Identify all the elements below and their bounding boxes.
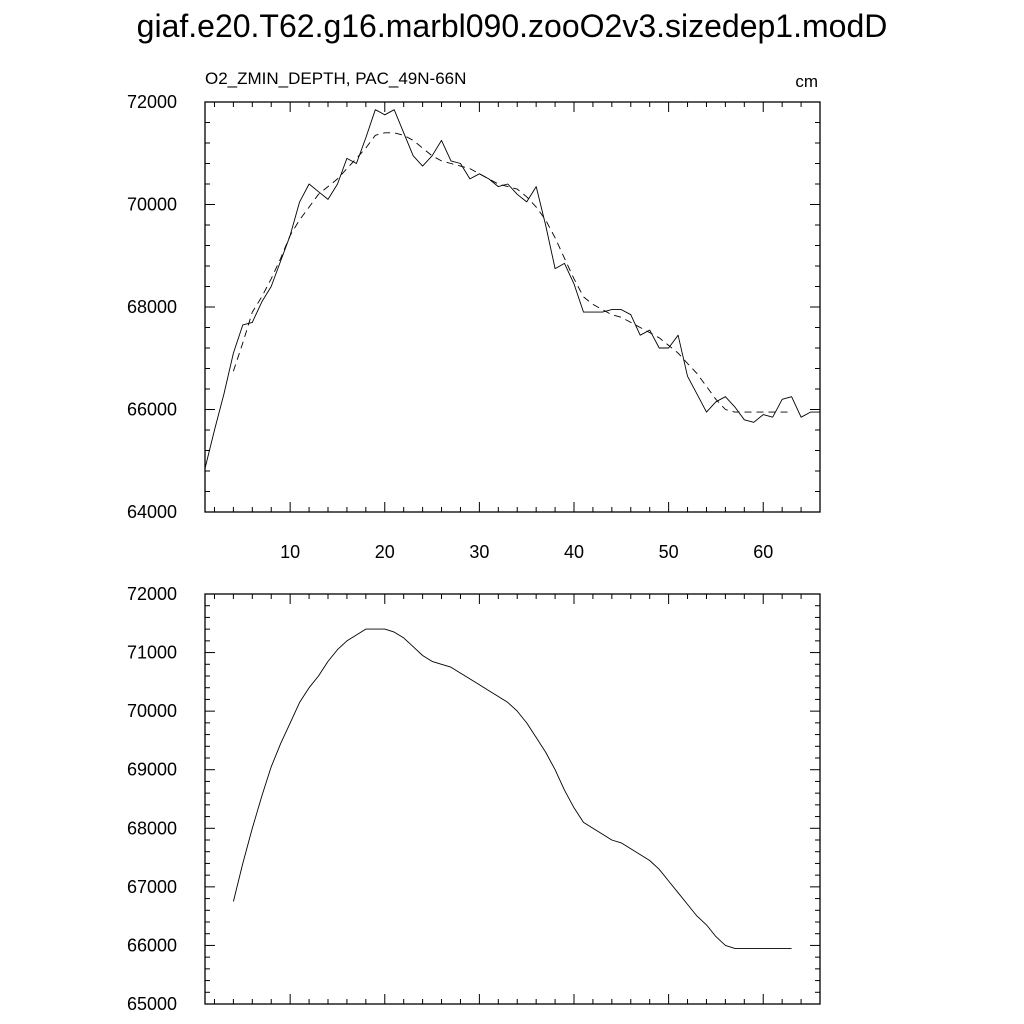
series-line [233, 629, 791, 948]
y-tick-label: 64000 [126, 502, 177, 522]
panel-variable-label: O2_ZMIN_DEPTH, PAC_49N-66N [205, 69, 467, 88]
x-tick-label: 20 [374, 542, 395, 562]
smoothed-series-line [233, 133, 791, 412]
y-tick-label: 71000 [126, 642, 177, 663]
y-tick-label: 70000 [126, 194, 177, 215]
series-line [205, 110, 820, 469]
x-tick-label: 60 [753, 542, 774, 562]
y-tick-label: 72000 [126, 584, 177, 604]
x-tick-label: 30 [469, 542, 490, 562]
chart-title: giaf.e20.T62.g16.marbl090.zooO2v3.sizedep1.modD [136, 8, 888, 44]
y-tick-label: 66000 [126, 935, 177, 956]
y-tick-label: 72000 [126, 92, 177, 112]
y-tick-label: 65000 [126, 994, 177, 1014]
y-tick-label: 68000 [126, 297, 177, 317]
x-tick-label: 50 [658, 542, 679, 562]
y-tick-label: 68000 [126, 818, 177, 839]
y-tick-label: 67000 [126, 876, 177, 897]
plot-frame [205, 102, 820, 512]
plot-frame [205, 594, 820, 1004]
top-panel [127, 69, 820, 562]
x-tick-label: 10 [280, 542, 301, 562]
x-tick-label: 40 [563, 542, 585, 562]
y-tick-label: 66000 [126, 399, 177, 420]
y-tick-label: 70000 [126, 701, 177, 722]
y-tick-label: 69000 [126, 759, 177, 780]
bottom-panel [127, 584, 820, 1014]
panel-units-label: cm [795, 72, 818, 91]
